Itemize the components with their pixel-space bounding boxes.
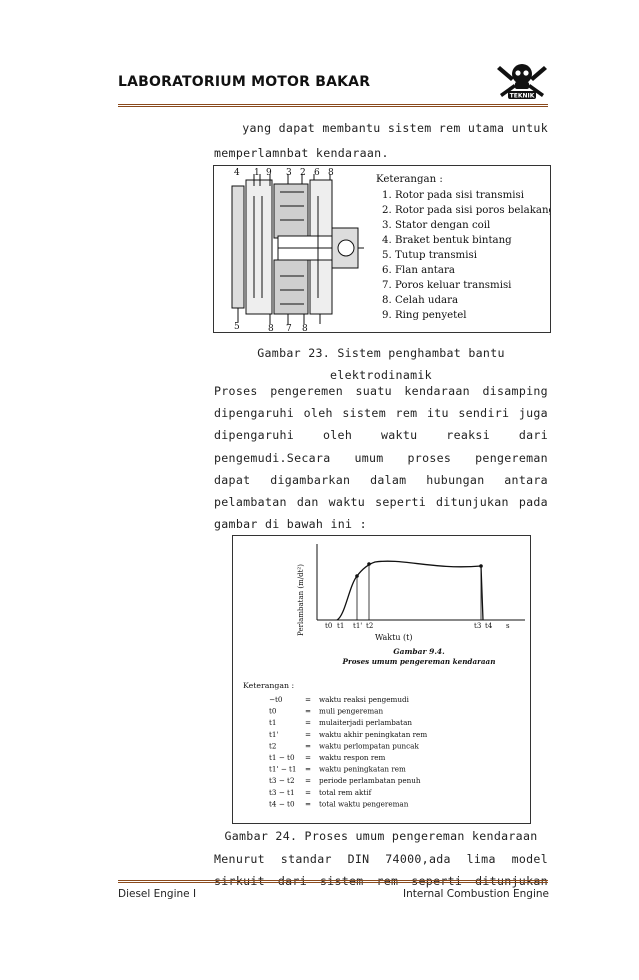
- para1-line-6: [214, 495, 548, 509]
- para1-line-2: [214, 406, 548, 420]
- fig24-legend-symbol: t1 − t0: [269, 753, 295, 762]
- word: itu: [426, 406, 449, 421]
- word: sendiri: [458, 406, 510, 421]
- word: Proses: [214, 384, 258, 398]
- fig24-legend-item: waktu akhir peningkatan rem: [319, 729, 428, 739]
- fig23-legend-3: 3. Stator dengan coil: [382, 220, 491, 231]
- fig24-title: Gambar 9.4.: [393, 647, 445, 656]
- para1-last-line: gambar di bawah ini :: [214, 517, 367, 531]
- lab-logo: [494, 60, 550, 102]
- fig23-legend-title: Keterangan :: [376, 174, 443, 185]
- fig24-legend-equals: =: [305, 753, 312, 762]
- callout-top-1: 4: [234, 168, 240, 178]
- fig24-legend-equals: =: [305, 706, 312, 716]
- callout-top-5: 2: [300, 168, 306, 178]
- word: pelambatan: [214, 495, 287, 509]
- caption-23-line-1: Gambar 23. Sistem penghambat bantu: [257, 346, 505, 360]
- callout-bottom-1: 5: [234, 322, 240, 332]
- word: pada: [518, 495, 548, 509]
- word: dalam: [370, 472, 407, 487]
- fig24-xlabel: Waktu (t): [375, 633, 413, 642]
- fig24-legend-equals: =: [305, 764, 312, 774]
- tick-t3: t3: [474, 622, 482, 630]
- para1-line-5: [214, 473, 548, 487]
- fig24-legend-equals: =: [305, 799, 312, 809]
- word: umum: [354, 450, 384, 465]
- word: rem: [395, 406, 418, 421]
- caption-23-line-2: elektrodinamik: [330, 368, 432, 382]
- word: disamping: [482, 384, 548, 398]
- para2-line-1: [214, 852, 548, 866]
- para1-line-3: [214, 428, 548, 442]
- word: dari: [277, 874, 307, 888]
- word: seperti: [375, 495, 427, 509]
- caption-24: Gambar 24. Proses umum pengereman kendaraan: [224, 829, 538, 843]
- header-rule: [118, 104, 548, 107]
- fig24-legend-equals: =: [305, 729, 312, 739]
- fig24-legend-item: waktu reaksi pengemudi: [319, 695, 409, 704]
- footer-rule: [118, 880, 548, 883]
- fig23-legend-8: 8. Celah udara: [382, 295, 459, 306]
- fig24-legend-equals: =: [305, 776, 312, 786]
- word: pengereman: [475, 450, 548, 465]
- word: dan: [296, 495, 319, 509]
- word: 74000,ada: [385, 852, 451, 866]
- word: proses: [407, 450, 452, 465]
- fig24-legend-equals: =: [305, 718, 312, 728]
- fig24-legend-item: mulaiterjadi perlambatan: [319, 718, 412, 728]
- fig24-legend-equals: =: [305, 741, 312, 751]
- word: oleh: [322, 428, 353, 443]
- callout-bottom-4: 8: [302, 324, 308, 332]
- fig23-legend-6: 6. Flan antara: [382, 265, 455, 276]
- callout-top-2: 1: [254, 168, 260, 178]
- word: sirkuit: [214, 874, 265, 888]
- fig24-legend-item: total rem aktif: [319, 787, 372, 797]
- fig24-legend-symbol: t2: [269, 741, 277, 751]
- header-title: LABORATORIUM MOTOR BAKAR: [118, 74, 371, 90]
- fig24-legend-item: periode perlambatan penuh: [319, 776, 421, 786]
- callout-top-4: 3: [286, 168, 292, 178]
- word: model: [511, 852, 548, 866]
- para1-line-4: [214, 451, 548, 465]
- footer-right: Internal Combustion Engine: [402, 888, 549, 900]
- word: waktu: [328, 495, 366, 509]
- tick-t1: t1: [337, 622, 345, 630]
- tick-t2: t2: [366, 622, 374, 630]
- fig24-legend-symbol: t1': [269, 729, 279, 739]
- word: antara: [504, 472, 548, 487]
- fig24-legend-equals: =: [305, 787, 312, 797]
- word: juga: [518, 406, 548, 421]
- callout-bottom-3: 7: [286, 324, 292, 332]
- word: rem: [376, 874, 399, 888]
- fig24-legend-symbol: t3 − t2: [269, 776, 295, 786]
- tick-t4: t4: [485, 622, 493, 630]
- word: seperti: [411, 874, 463, 888]
- fig24-legend-symbol: t1: [269, 718, 277, 728]
- svg-text:TEKNIK: TEKNIK: [509, 92, 535, 100]
- word: waktu: [381, 428, 418, 443]
- fig24-legend-item: total waktu pengereman: [319, 799, 409, 809]
- fig24-legend-item: waktu perlompatan puncak: [319, 741, 419, 751]
- word: DIN: [347, 852, 370, 866]
- callout-top-6: 6: [314, 168, 320, 178]
- word: pengemudi.Secara: [214, 450, 331, 465]
- fig24-legend-title: Keterangan :: [243, 681, 295, 690]
- tick-t1prime: t1': [353, 622, 363, 630]
- intro-line-2: memperlamnbat kendaraan.: [214, 146, 389, 160]
- word: pengeremen: [270, 384, 343, 398]
- fig24-ylabel: Perlambatan (m/dt²): [297, 564, 305, 636]
- fig24-subtitle: Proses umum pengereman kendaraan: [342, 657, 496, 666]
- word: standar: [280, 852, 332, 866]
- word: suatu: [355, 384, 392, 398]
- fig24-legend-symbol: t3 − t1: [269, 787, 295, 797]
- callout-top-7: 8: [328, 168, 334, 178]
- callout-bottom-2: 8: [268, 324, 274, 332]
- figure-24: [232, 535, 531, 824]
- word: digambarkan: [270, 472, 351, 487]
- callout-top-3: 9: [266, 168, 272, 178]
- fig24-legend-symbol: t1' − t1: [269, 764, 297, 774]
- fig24-legend-equals: =: [305, 695, 312, 704]
- fig24-legend-symbol: t0: [269, 706, 277, 716]
- word: Menurut: [214, 852, 265, 866]
- para1-line-1: [214, 384, 548, 398]
- retarder-diagram: [214, 166, 550, 332]
- fig24-legend-item: waktu peningkatan rem: [319, 764, 406, 774]
- fig24-legend-symbol: t4 − t0: [269, 799, 295, 809]
- fig23-legend-5: 5. Tutup transmisi: [382, 250, 477, 261]
- figure-23: [213, 165, 551, 333]
- fig24-legend-item: waktu respon rem: [319, 753, 386, 762]
- fig23-legend-7: 7. Poros keluar transmisi: [382, 280, 512, 291]
- tick-t0: t0: [325, 622, 333, 630]
- fig24-legend-item: muli pengereman: [319, 706, 384, 716]
- fig23-legend-2: 2. Rotor pada sisi poros belakang: [382, 205, 550, 216]
- word: ditunjukan: [475, 874, 548, 888]
- word: ditunjukan: [436, 495, 509, 509]
- footer-left: Diesel Engine I: [118, 888, 197, 900]
- deceleration-curve: [337, 561, 483, 620]
- word: dapat: [214, 472, 251, 487]
- word: dipengaruhi: [214, 428, 295, 443]
- intro-line-1: yang dapat membantu sistem rem utama untuk: [242, 121, 548, 135]
- fig24-legend: [269, 695, 427, 808]
- word: sistem: [319, 874, 364, 888]
- deceleration-graph: [233, 536, 530, 823]
- word: kendaraan: [404, 384, 470, 398]
- fig23-legend-1: 1. Rotor pada sisi transmisi: [382, 190, 524, 201]
- fig23-legend-4: 4. Braket bentuk bintang: [382, 235, 512, 246]
- word: sistem: [342, 406, 386, 421]
- fig23-legend-9: 9. Ring penyetel: [382, 310, 467, 321]
- fig24-legend-symbol: −t0: [269, 695, 283, 704]
- word: dari: [518, 428, 548, 443]
- word: hubungan: [426, 472, 485, 487]
- word: oleh: [303, 406, 333, 421]
- word: reaksi: [446, 428, 490, 443]
- word: lima: [466, 852, 496, 866]
- tick-s: s: [506, 622, 510, 630]
- word: dipengaruhi: [214, 406, 295, 421]
